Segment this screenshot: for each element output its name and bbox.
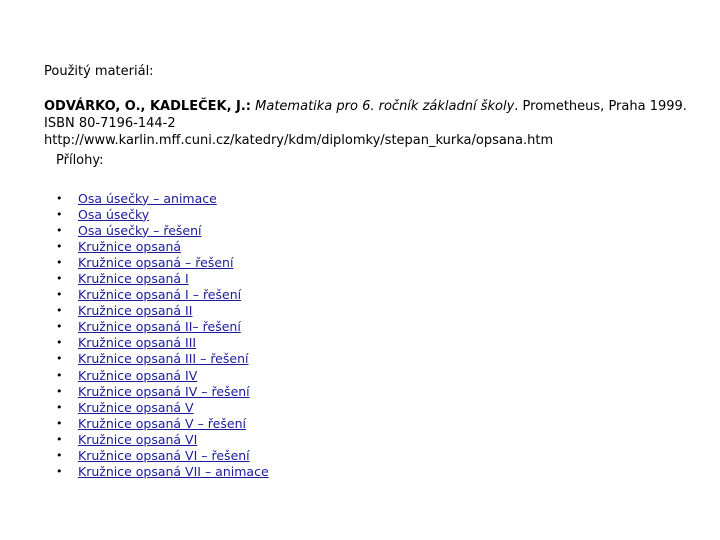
bullet-icon: • <box>56 304 63 318</box>
attachment-link[interactable]: Kružnice opsaná I – řešení <box>78 287 242 303</box>
attachment-link[interactable]: Kružnice opsaná V – řešení <box>78 415 246 431</box>
bullet-icon: • <box>56 352 63 366</box>
attachment-item <box>56 238 269 254</box>
attachment-item <box>56 351 269 367</box>
citation-line <box>44 98 687 115</box>
attachment-link[interactable]: Kružnice opsaná VI – řešení <box>78 448 250 464</box>
bullet-icon: • <box>56 384 63 398</box>
citation-isbn: ISBN 80-7196-144-2 <box>44 116 176 131</box>
bullet-icon: • <box>56 191 63 205</box>
citation-authors: ODVÁRKO, O., KADLEČEK, J.: <box>44 99 252 114</box>
attachment-link[interactable]: Kružnice opsaná IV <box>78 367 198 383</box>
bullet-icon: • <box>56 320 63 334</box>
attachment-link[interactable]: Kružnice opsaná IV – řešení <box>78 383 250 399</box>
attachment-item <box>56 303 269 319</box>
attachment-item <box>56 399 269 415</box>
citation-book-title: Matematika pro 6. ročník základní školy <box>255 99 515 114</box>
attachment-link[interactable]: Osa úsečky – animace <box>78 190 217 206</box>
attachment-link[interactable]: Osa úsečky <box>78 206 150 222</box>
attachment-link[interactable]: Kružnice opsaná II– řešení <box>78 319 241 335</box>
attachment-link[interactable]: Kružnice opsaná III <box>78 335 197 351</box>
attachment-item <box>56 415 269 431</box>
attachment-link[interactable]: Kružnice opsaná <box>78 238 182 254</box>
attachment-item <box>56 367 269 383</box>
attachments-list <box>56 190 269 480</box>
attachment-link[interactable]: Kružnice opsaná V <box>78 399 194 415</box>
bullet-icon: • <box>56 368 63 382</box>
attachment-item <box>56 254 269 270</box>
bullet-icon: • <box>56 416 63 430</box>
attachment-link[interactable]: Kružnice opsaná III – řešení <box>78 351 249 367</box>
bullet-icon: • <box>56 223 63 237</box>
bullet-icon: • <box>56 272 63 286</box>
bullet-icon: • <box>56 207 63 221</box>
citation-url: http://www.karlin.mff.cuni.cz/katedry/kdm/diplomky/stepan_kurka/opsana.htm <box>44 133 554 148</box>
attachment-item <box>56 270 269 286</box>
attachment-link[interactable]: Osa úsečky – řešení <box>78 222 202 238</box>
bullet-icon: • <box>56 449 63 463</box>
attachment-item <box>56 206 269 222</box>
bullet-icon: • <box>56 239 63 253</box>
attachment-link[interactable]: Kružnice opsaná I <box>78 271 189 287</box>
reference-block <box>44 98 687 149</box>
attachment-link[interactable]: Kružnice opsaná II <box>78 303 193 319</box>
bullet-icon: • <box>56 400 63 414</box>
attachment-item <box>56 431 269 447</box>
attachment-item <box>56 335 269 351</box>
attachment-item <box>56 319 269 335</box>
attachment-item <box>56 464 269 480</box>
bullet-icon: • <box>56 432 63 446</box>
attachment-item <box>56 190 269 206</box>
bullet-icon: • <box>56 255 63 269</box>
attachment-link[interactable]: Kružnice opsaná – řešení <box>78 254 234 270</box>
citation-publisher: . Prometheus, Praha 1999. <box>514 99 687 114</box>
bullet-icon: • <box>56 288 63 302</box>
attachment-item <box>56 287 269 303</box>
attachment-item <box>56 383 269 399</box>
attachment-link[interactable]: Kružnice opsaná VII – animace <box>78 464 269 480</box>
attachment-item <box>56 222 269 238</box>
attachments-heading: Přílohy: <box>56 153 104 168</box>
attachment-link[interactable]: Kružnice opsaná VI <box>78 431 198 447</box>
attachment-item <box>56 448 269 464</box>
bullet-icon: • <box>56 465 63 479</box>
bullet-icon: • <box>56 336 63 350</box>
used-material-heading: Použitý materiál: <box>44 64 154 79</box>
